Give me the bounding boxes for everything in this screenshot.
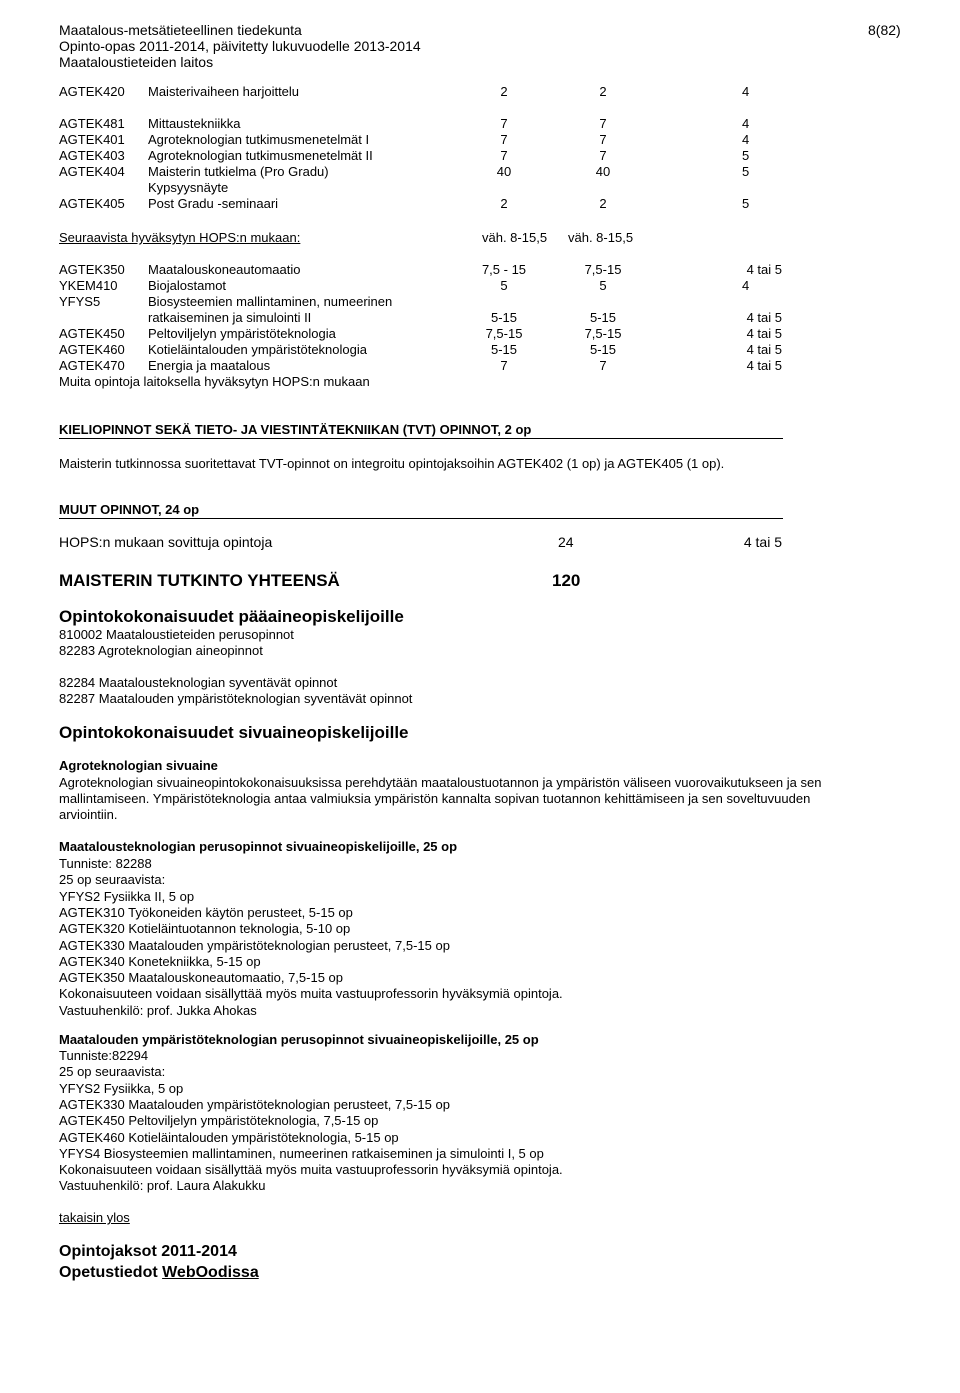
course-credits-1: 7 — [500, 116, 508, 131]
text-line: Agroteknologian sivuaineopintokokonaisuuksissa perehdytään maataloustuotannon ja ympäristön väliseen vuorovaikutukseen ja sen — [59, 775, 822, 790]
weboodi-prefix: Opetustiedot — [59, 1264, 163, 1281]
text-line: mallintamiseen. Ympäristöteknologia antaa valmiuksia ympäristön kannalta sopivan tuotannon kehittämiseen ja sen soveltuvuuden — [59, 791, 811, 806]
guide-title: Opinto-opas 2011-2014, päivitetty lukuvuodelle 2013-2014 — [59, 38, 421, 54]
tvt-text: Maisterin tutkinnossa suoritettavat TVT-opinnot on integroitu opintojaksoihin AGTEK402 (1 op) ja AGTEK405 (1 op). — [59, 456, 725, 471]
department-name: Maataloustieteiden laitos — [59, 54, 214, 70]
course-code: YFYS5 — [59, 294, 101, 309]
course-code: AGTEK470 — [59, 358, 125, 373]
tvt-rule — [59, 438, 783, 439]
course-period: 4 tai 5 — [746, 262, 782, 277]
course-name: ratkaiseminen ja simulointi II — [148, 310, 312, 325]
degree-total-value: 120 — [552, 571, 581, 590]
course-name: Agroteknologian tutkimusmenetelmät I — [148, 132, 370, 147]
course-credits-2: 7,5-15 — [584, 262, 622, 277]
course-credits-1: 2 — [500, 84, 508, 99]
text-line: AGTEK460 Kotieläintalouden ympäristöteknologia, 5-15 op — [59, 1129, 399, 1145]
text-line: YFYS2 Fysiikka, 5 op — [59, 1080, 184, 1096]
course-name: Mittaustekniikka — [148, 116, 241, 131]
text-line: YFYS2 Fysiikka II, 5 op — [59, 888, 195, 904]
course-credits-1: 7,5-15 — [485, 326, 523, 341]
course-period: 4 — [742, 278, 750, 293]
course-credits-1: 7,5 - 15 — [481, 262, 527, 277]
hops-agreed-period: 4 tai 5 — [743, 534, 782, 550]
degree-total-label: MAISTERIN TUTKINTO YHTEENSÄ — [59, 571, 340, 590]
course-name: Peltoviljelyn ympäristöteknologia — [148, 326, 336, 341]
course-period: 5 — [742, 196, 750, 211]
text-line: AGTEK450 Peltoviljelyn ympäristöteknologia, 7,5-15 op — [59, 1113, 379, 1129]
text-line: 810002 Maataloustieteiden perusopinnot — [59, 627, 294, 642]
course-name: Energia ja maatalous — [148, 358, 271, 373]
course-name: Maisterin tutkielma (Pro Gradu) — [148, 164, 329, 179]
course-credits-2: 40 — [595, 164, 611, 179]
course-credits-1: 5 — [500, 278, 508, 293]
course-credits-1: 7 — [500, 148, 508, 163]
course-list-title: Opintojaksot 2011-2014 — [59, 1243, 237, 1260]
page-number: 8(82) — [868, 22, 901, 38]
text-line: 82283 Agroteknologian aineopinnot — [59, 643, 263, 658]
course-name: Post Gradu -seminaari — [148, 196, 279, 211]
course-code: AGTEK404 — [59, 164, 125, 179]
text-line: Kokonaisuuteen voidaan sisällyttää myös muita vastuuprofessorin hyväksymiä opintoja. — [59, 986, 563, 1002]
course-period: 4 tai 5 — [746, 310, 782, 325]
course-period: 4 — [742, 84, 750, 99]
course-credits-2: 7 — [599, 116, 607, 131]
minor-subject-title: Agroteknologian sivuaine — [59, 758, 218, 773]
course-period: 4 — [742, 132, 750, 147]
course-name: Biosysteemien mallintaminen, numeerinen — [148, 294, 393, 309]
course-code: AGTEK401 — [59, 132, 125, 147]
course-code: AGTEK405 — [59, 196, 125, 211]
course-period: 4 tai 5 — [746, 358, 782, 373]
tvt-heading: KIELIOPINNOT SEKÄ TIETO- JA VIESTINTÄTEKNIIKAN (TVT) OPINNOT, 2 op — [59, 422, 532, 437]
course-credits-1: 5-15 — [490, 310, 518, 325]
course-period: 4 tai 5 — [746, 342, 782, 357]
course-code: AGTEK450 — [59, 326, 125, 341]
course-name: Kotieläintalouden ympäristöteknologia — [148, 342, 367, 357]
faculty-name: Maatalous-metsätieteellinen tiedekunta — [59, 22, 302, 38]
course-credits-1: 2 — [500, 196, 508, 211]
course-credits-1: 7 — [500, 358, 508, 373]
minor-modules-heading: Opintokokonaisuudet sivuaineopiskelijoille — [59, 723, 409, 742]
course-code: YKEM410 — [59, 278, 118, 293]
text-line: AGTEK330 Maatalouden ympäristöteknologian perusteet, 7,5-15 op — [59, 1096, 450, 1112]
course-name: Maatalouskoneautomaatio — [148, 262, 301, 277]
other-studies-note: Muita opintoja laitoksella hyväksytyn HOPS:n mukaan — [59, 374, 370, 389]
hops-selection-min-1: väh. 8-15,5 — [482, 230, 548, 245]
course-credits-1: 40 — [496, 164, 512, 179]
block2-heading: Maatalouden ympäristöteknologian perusopinnot sivuaineopiskelijoille, 25 op — [59, 1032, 539, 1047]
course-name: Kypsyysnäyte — [148, 180, 229, 195]
back-to-top-link[interactable]: takaisin ylos — [59, 1210, 130, 1225]
other-studies-heading: MUUT OPINNOT, 24 op — [59, 502, 200, 517]
course-name: Biojalostamot — [148, 278, 227, 293]
course-code: AGTEK350 — [59, 262, 125, 277]
course-credits-2: 5-15 — [589, 310, 617, 325]
course-credits-2: 7 — [599, 132, 607, 147]
course-credits-2: 5-15 — [589, 342, 617, 357]
hops-selection-label: Seuraavista hyväksytyn HOPS:n mukaan: — [59, 230, 301, 245]
block1-heading: Maatalousteknologian perusopinnot sivuaineopiskelijoille, 25 op — [59, 839, 458, 854]
course-name: Maisterivaiheen harjoittelu — [148, 84, 300, 99]
course-period: 4 — [742, 116, 750, 131]
text-line: 25 op seuraavista: — [59, 872, 166, 888]
text-line: AGTEK310 Työkoneiden käytön perusteet, 5-15 op — [59, 904, 353, 920]
hops-selection-min-2: väh. 8-15,5 — [568, 230, 634, 245]
course-code: AGTEK481 — [59, 116, 125, 131]
major-modules-heading: Opintokokonaisuudet pääaineopiskelijoille — [59, 607, 404, 626]
text-line: Tunniste: 82288 — [59, 856, 152, 871]
hops-agreed-credits: 24 — [558, 534, 574, 550]
course-period: 4 tai 5 — [746, 326, 782, 341]
course-code: AGTEK420 — [59, 84, 125, 99]
text-line: AGTEK330 Maatalouden ympäristöteknologian perusteet, 7,5-15 op — [59, 937, 450, 953]
text-line: YFYS4 Biosysteemien mallintaminen, numeerinen ratkaiseminen ja simulointi I, 5 op — [59, 1145, 544, 1161]
text-line: Kokonaisuuteen voidaan sisällyttää myös muita vastuuprofessorin hyväksymiä opintoja. — [59, 1162, 563, 1178]
text-line: arviointiin. — [59, 807, 118, 822]
text-line: Tunniste:82294 — [59, 1048, 149, 1063]
text-line: Vastuuhenkilö: prof. Jukka Ahokas — [59, 1002, 257, 1018]
course-code: AGTEK403 — [59, 148, 125, 163]
course-credits-2: 2 — [599, 196, 607, 211]
course-period: 5 — [742, 148, 750, 163]
course-name: Agroteknologian tutkimusmenetelmät II — [148, 148, 373, 163]
text-line: AGTEK340 Konetekniikka, 5-15 op — [59, 953, 261, 969]
text-line: 82284 Maatalousteknologian syventävät opinnot — [59, 675, 338, 690]
course-credits-2: 7 — [599, 358, 607, 373]
course-code: AGTEK460 — [59, 342, 125, 357]
text-line: AGTEK320 Kotieläintuotannon teknologia, 5-10 op — [59, 921, 351, 937]
weboodi-line — [59, 1263, 259, 1283]
course-credits-1: 5-15 — [490, 342, 518, 357]
course-credits-2: 5 — [599, 278, 607, 293]
text-line: AGTEK350 Maatalouskoneautomaatio, 7,5-15 op — [59, 970, 344, 986]
course-credits-2: 2 — [599, 84, 607, 99]
course-credits-1: 7 — [500, 132, 508, 147]
course-credits-2: 7 — [599, 148, 607, 163]
course-credits-2: 7,5-15 — [584, 326, 622, 341]
hops-agreed-label: HOPS:n mukaan sovittuja opintoja — [59, 534, 273, 550]
weboodi-link[interactable]: WebOodissa — [162, 1264, 259, 1281]
course-period: 5 — [742, 164, 750, 179]
other-studies-rule — [59, 518, 783, 519]
text-line: Vastuuhenkilö: prof. Laura Alakukku — [59, 1178, 266, 1194]
text-line: 82287 Maatalouden ympäristöteknologian syventävät opinnot — [59, 691, 413, 706]
text-line: 25 op seuraavista: — [59, 1064, 166, 1080]
